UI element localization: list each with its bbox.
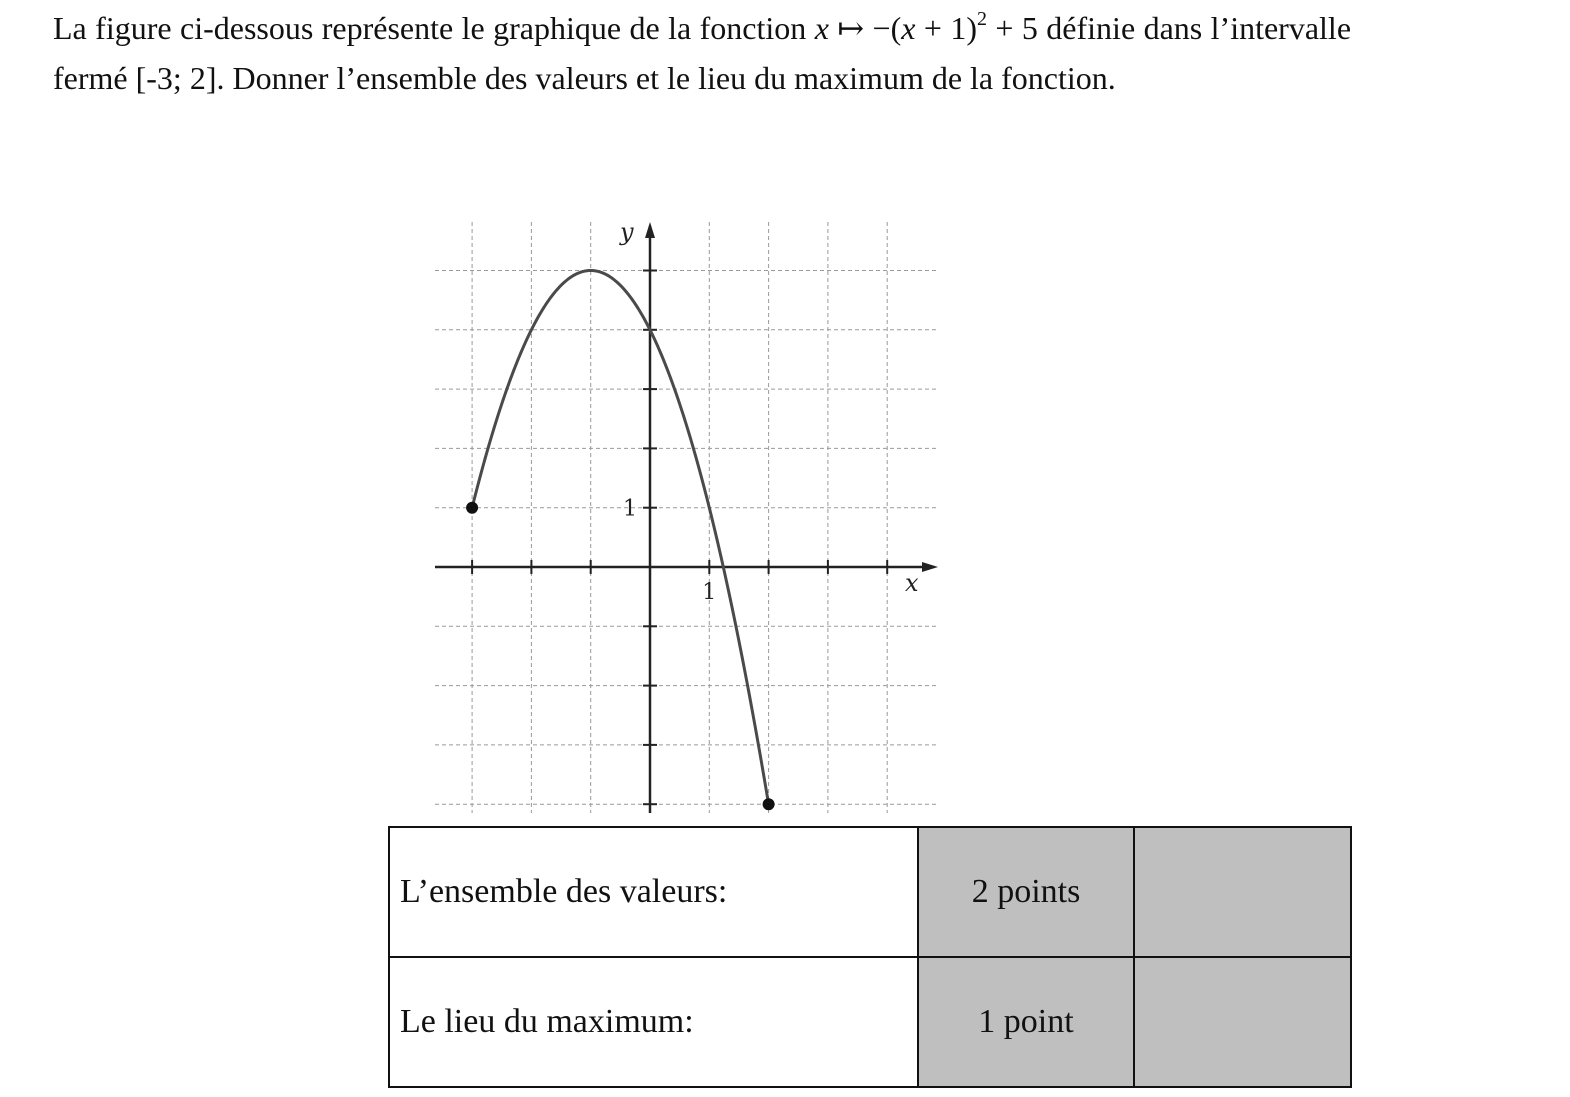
grid bbox=[435, 222, 938, 813]
scoring-table bbox=[388, 826, 1352, 1088]
endpoints bbox=[466, 502, 774, 811]
y-axis-label: y bbox=[620, 218, 634, 246]
table-row bbox=[389, 957, 1351, 1087]
endpoint-dot bbox=[466, 502, 478, 514]
problem-text-intro: La figure ci-dessous représente le graphique de la fonction bbox=[53, 10, 815, 46]
row-label-values: L’ensemble des valeurs: bbox=[389, 827, 918, 957]
y-tick-label: 1 bbox=[623, 496, 637, 522]
y-axis-arrow-icon bbox=[645, 222, 655, 238]
row-label-maximum: Le lieu du maximum: bbox=[389, 957, 918, 1087]
ticks bbox=[472, 271, 887, 805]
x-axis-arrow-icon bbox=[922, 562, 938, 572]
function-expression: x ↦ $-(x + 1)^2 + 5$ bbox=[814, 8, 1038, 46]
x-axis-label: x bbox=[905, 569, 919, 597]
x-tick-label: 1 bbox=[702, 580, 717, 605]
axes bbox=[435, 218, 938, 813]
endpoint-dot bbox=[763, 798, 775, 810]
problem-text-question: définie dans l’intervalle fermé [-3; 2]. Donner l’ensemble des valeurs et le lieu du maximum de la fonction. bbox=[53, 10, 1352, 96]
table-row bbox=[389, 827, 1351, 957]
row-points-maximum: 1 point bbox=[918, 957, 1134, 1087]
row-points-values: 2 points bbox=[918, 827, 1134, 957]
score-cell-values[interactable] bbox=[1134, 827, 1351, 957]
function-curve bbox=[472, 271, 768, 805]
score-cell-maximum[interactable] bbox=[1134, 957, 1351, 1087]
